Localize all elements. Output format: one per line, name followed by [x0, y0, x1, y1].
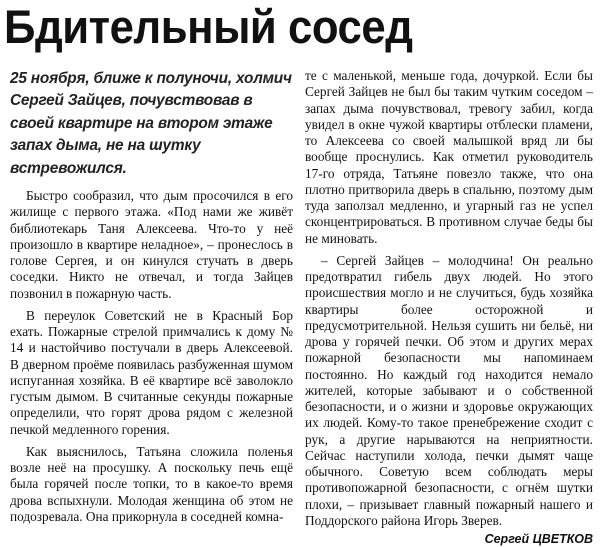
left-column	[10, 68, 293, 525]
article-paragraph-continuation: те с маленькой, меньше года, дочуркой. Если бы Сергей Зайцев не был бы таким чутким соседом – запах дыма почувствовал, тревогу забил, когда увидел в окне чужой квартиры отблески пламени, то Алексеева со своей малышкой вряд ли бы вообще проснулись. Как отметил руководитель 17-го отряда, Татьяне повезло также, что она плотно притворила дверь в спальню, поэтому дым туда заползал медленно, и угарный газ не успел сконцентрироваться. В противном случае беды бы не миновать.	[305, 68, 593, 246]
article-paragraph: – Сергей Зайцев – молодчина! Он реально предотвратил гибель двух людей. Но этого происшествия могло и не случиться, будь хозяйка квартиры более осторожной и предусмотрительной. Нельзя сушить ни бельё, ни дрова у горячей печки. Об этом и других мерах пожарной безопасности мы напоминаем постоянно. Но каждый год находится немало жителей, которые забывают и о собственной безопасности, и о жизни и здоровье окружающих их людей. Кому-то такое пренебрежение сходит с рук, а другие нарываются на неприятности. Сейчас наступили холода, печки дымят чаще обычного. Советую всем соблюдать меры противопожарной безопасности, с огнём шутки плохи, – призывает главный пожарный нашего и Поддорского района Игорь Зверев.	[305, 252, 593, 528]
author-signature: Сергей ЦВЕТКОВ	[484, 532, 593, 546]
article-paragraph: В переулок Советский не в Красный Бор ехать. Пожарные стрелой примчались к дому № 14 и настойчиво постучали в дверь Алексеевой. В дверном проёме появилась разбуженная шумом испуганная хозяйка. В её квартире всё заволокло густым дымом. В считанные секунды пожарные определили, что горят дрова рядом с железной печкой медленного горения.	[10, 307, 293, 437]
right-column	[305, 68, 593, 547]
article-lead: 25 ноября, ближе к полуночи, холмич Сергей Зайцев, почувствовав в своей квартире на втором этаже запах дыма, не на шутку встревожился.	[10, 70, 292, 177]
article-headline: Бдительный сосед	[4, 0, 413, 53]
article-paragraph: Быстро сообразил, что дым просочился в его жилище с первого этажа. «Под нами же живёт библиотекарь Таня Алексеева. Что-то у неё произошло в квартире неладное», – пронеслось в голове Сергея, и он кинулся стучать в дверь соседки. Никто не отвечал, и тогда Зайцев позвонил в пожарную часть.	[10, 188, 293, 301]
article-paragraph: Как выяснилось, Татьяна сложила поленья возле неё на просушку. А поскольку печь ещё была горячей после топки, то в какое-то время дрова вспыхнули. Молодая женщина об этом не подозревала. Она прикорнула в соседней комна-	[10, 443, 293, 524]
